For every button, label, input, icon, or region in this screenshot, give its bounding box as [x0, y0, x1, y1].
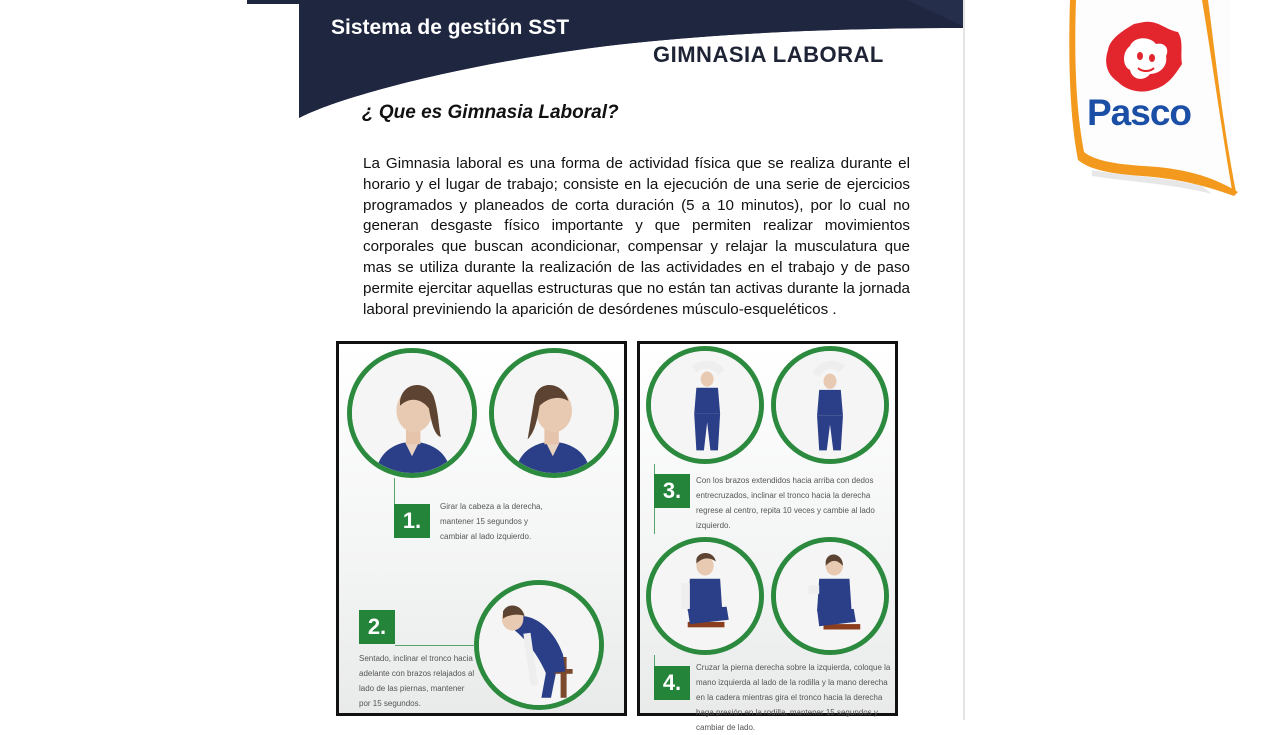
exercise-1-photo-left: [489, 348, 619, 478]
exercise-1-text: Girar la cabeza a la derecha, mantener 15 segundos y cambiar al lado izquierdo.: [440, 502, 543, 541]
woman-head-turn-icon: [494, 353, 614, 473]
page-edge: [963, 0, 965, 720]
woman-side-stretch-icon: [776, 351, 884, 459]
exercise-panel-right: [637, 341, 898, 732]
logo-brand-text: Pasco: [1087, 92, 1192, 133]
exercise-panel-left: [336, 341, 627, 716]
system-title: Sistema de gestión SST: [331, 16, 570, 39]
exercise-1-number: 1.: [394, 504, 430, 538]
connector-line: [394, 478, 395, 506]
woman-seated-twist-icon: [776, 542, 884, 650]
exercise-3-photo-b: [771, 346, 889, 464]
exercise-2-photo: [474, 580, 604, 710]
woman-side-stretch-icon: [651, 351, 759, 459]
exercise-2-number: 2.: [359, 610, 395, 644]
exercise-4-photo-b: [771, 537, 889, 655]
exercise-3-text: Con los brazos extendidos hacia arriba con dedos entrecruzados, inclinar el tronco hacia la derecha regrese al centro, repita 10 veces y cambie al lado izquierdo.: [696, 476, 875, 530]
connector-line: [395, 645, 475, 646]
exercise-4-number: 4.: [654, 666, 690, 700]
document-page: [247, 0, 963, 732]
exercise-4-photo-a: [646, 537, 764, 655]
exercise-3-number: 3.: [654, 474, 690, 508]
woman-seated-twist-icon: [651, 542, 759, 650]
exercise-1-photo-right: [347, 348, 477, 478]
woman-head-turn-icon: [352, 353, 472, 473]
exercise-4-text: Cruzar la pierna derecha sobre la izquierda, coloque la mano izquierda al lado de la rodilla y la mano derecha en la cadera mientras gira el tronco hacia la derecha haga presión en la rodilla, mantener 15 segundos y cambiar de lado.: [696, 663, 891, 732]
exercise-3-photo-a: [646, 346, 764, 464]
document-title: GIMNASIA LABORAL: [653, 42, 884, 67]
section-question: ¿ Que es Gimnasia Laboral?: [362, 102, 619, 123]
woman-seated-bend-icon: [479, 585, 599, 705]
intro-paragraph: La Gimnasia laboral es una forma de actividad física que se realiza durante el horario y el lugar de trabajo; consiste en la ejecución de una serie de ejercicios programados y planeados de corta duración (5 a 10 minutos), por lo cual no generan desgaste físico importante y que permiten realizar movimientos corporales que buscan acondicionar, compensar y relajar la musculatura que mas se utiliza durante la realización de las actividades en el trabajo y de paso permite ejercitar aquellas estructuras que no están tan activas durante la jornada laboral previniendo la aparición de desórdenes músculo-esqueléticos .: [363, 155, 910, 318]
exercise-2-text: Sentado, inclinar el tronco hacia adelante con brazos relajados al lado de las piernas, mantener por 15 segundos.: [359, 654, 475, 708]
